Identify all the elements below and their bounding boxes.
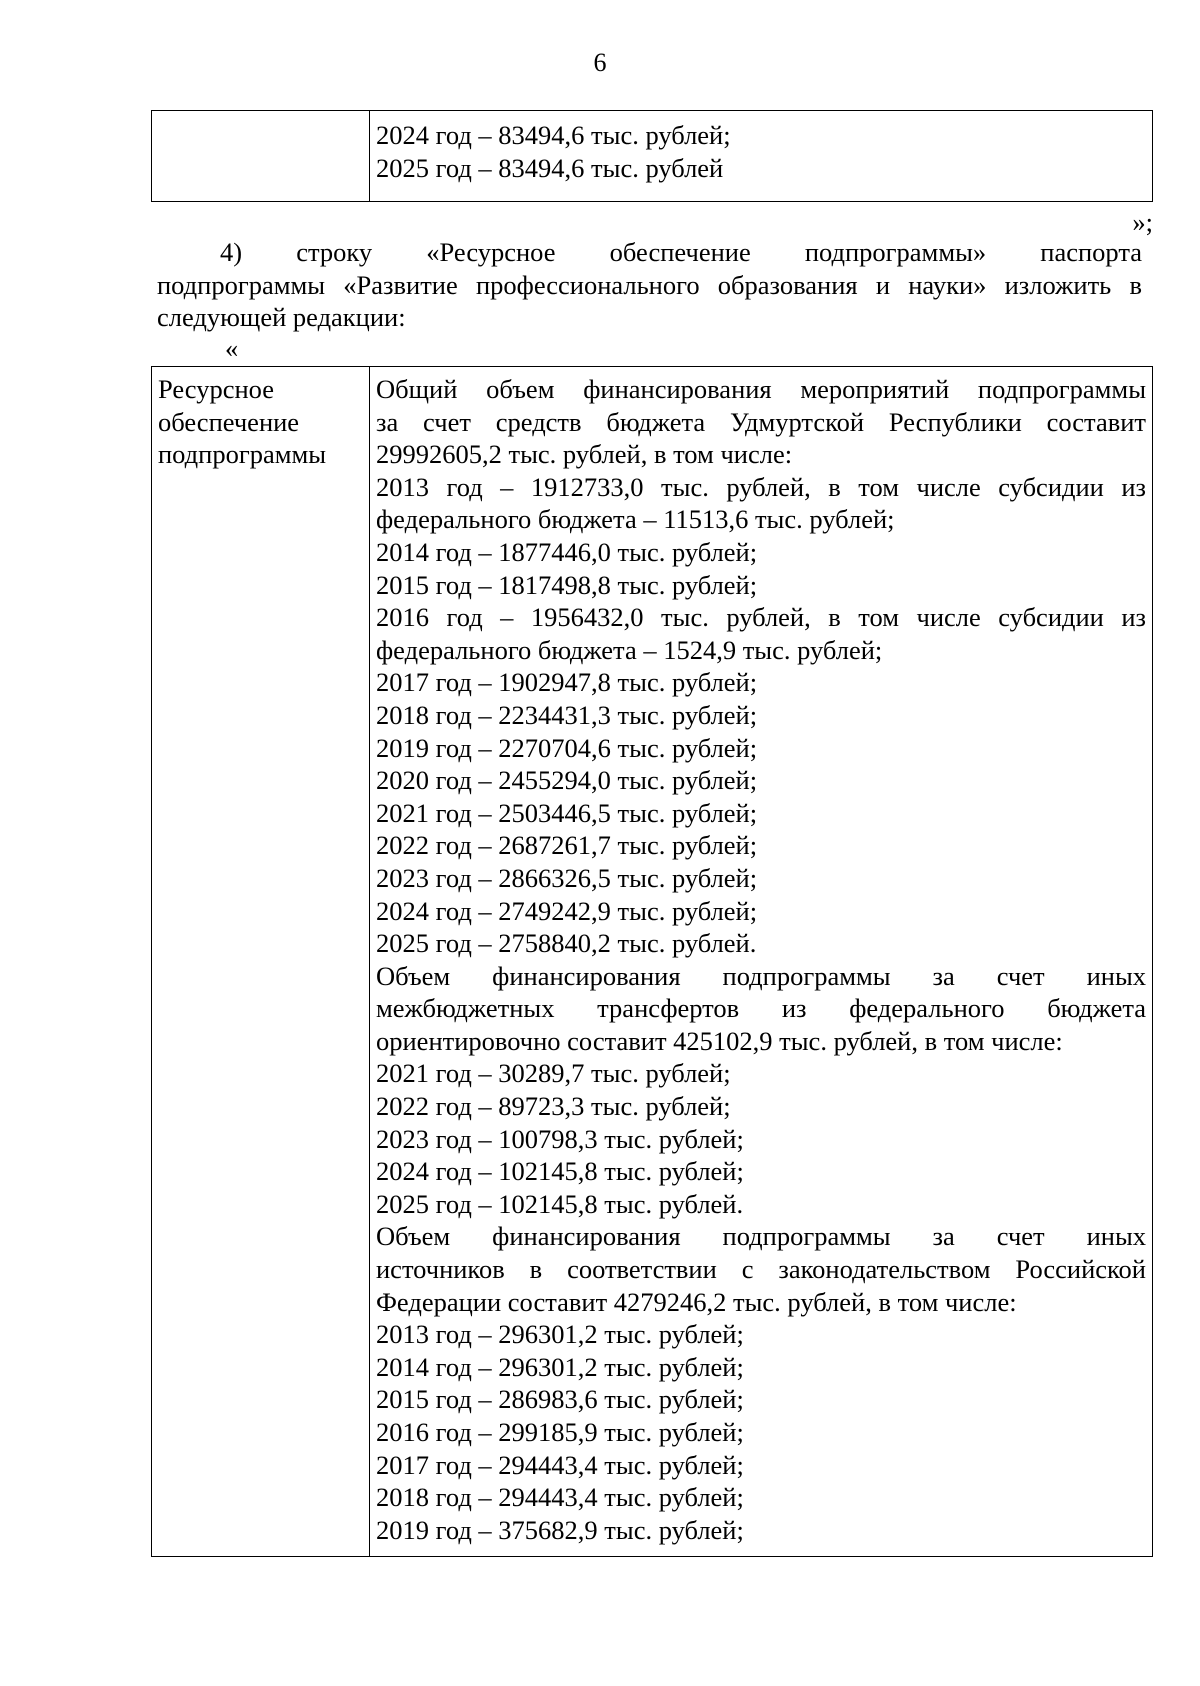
funding-line: 2023 год – 2866326,5 тыс. рублей; bbox=[376, 862, 758, 893]
funding-line: за счет средств бюджета Удмуртской Республики составит bbox=[376, 406, 1146, 437]
label-line: обеспечение bbox=[158, 406, 300, 437]
funding-line: Объем финансирования подпрограммы за счет иных bbox=[376, 1221, 1146, 1252]
label-line: Ресурсное bbox=[158, 374, 275, 404]
resource-provision-label-cell bbox=[152, 367, 370, 1557]
funding-line: 2013 год – 1912733,0 тыс. рублей, в том числе субсидии из bbox=[376, 471, 1146, 502]
funding-line: 2019 год – 375682,9 тыс. рублей; bbox=[376, 1514, 744, 1545]
funding-line: Объем финансирования подпрограммы за счет иных bbox=[376, 960, 1146, 991]
funding-line: 2023 год – 100798,3 тыс. рублей; bbox=[376, 1123, 744, 1154]
label-line: подпрограммы bbox=[158, 439, 327, 470]
funding-table-continuation bbox=[151, 110, 1153, 202]
funding-line: 2017 год – 1902947,8 тыс. рублей; bbox=[376, 667, 758, 698]
funding-line: 2016 год – 299185,9 тыс. рублей; bbox=[376, 1417, 744, 1447]
funding-line: 2016 год – 1956432,0 тыс. рублей, в том числе субсидии из bbox=[376, 602, 1146, 633]
amendment-paragraph bbox=[157, 236, 1142, 334]
funding-line: 2024 год – 102145,8 тыс. рублей; bbox=[376, 1156, 744, 1187]
funding-line: 2015 год – 1817498,8 тыс. рублей; bbox=[376, 569, 758, 600]
funding-line: федерального бюджета – 11513,6 тыс. рублей; bbox=[376, 504, 895, 535]
funding-line: 2018 год – 2234431,3 тыс. рублей; bbox=[376, 699, 758, 730]
funding-line: ориентировочно составит 425102,9 тыс. рублей, в том числе: bbox=[376, 1025, 1063, 1056]
funding-line: 2024 год – 2749242,9 тыс. рублей; bbox=[376, 895, 758, 926]
page-number: 6 bbox=[593, 48, 607, 77]
resource-provision-content-cell bbox=[370, 367, 1153, 1557]
funding-line: 2021 год – 2503446,5 тыс. рублей; bbox=[376, 797, 758, 828]
funding-line: 2015 год – 286983,6 тыс. рублей; bbox=[376, 1384, 744, 1415]
opening-quote: « bbox=[225, 333, 239, 363]
funding-line: 2022 год – 2687261,7 тыс. рублей; bbox=[376, 830, 758, 861]
funding-line: 2013 год – 296301,2 тыс. рублей; bbox=[376, 1319, 744, 1350]
funding-line: федерального бюджета – 1524,9 тыс. рублей; bbox=[376, 634, 883, 665]
paragraph-line: 4) строку «Ресурсное обеспечение подпрограммы» паспорта bbox=[220, 237, 1142, 267]
funding-line: 2022 год – 89723,3 тыс. рублей; bbox=[376, 1091, 731, 1122]
paragraph-line: подпрограммы «Развитие профессионального образования и науки» изложить в bbox=[157, 269, 1142, 300]
table-1-line: 2025 год – 83494,6 тыс. рублей bbox=[376, 152, 724, 183]
funding-line: 2021 год – 30289,7 тыс. рублей; bbox=[376, 1058, 731, 1089]
table-1-content-cell bbox=[370, 111, 1153, 202]
funding-line: 2014 год – 296301,2 тыс. рублей; bbox=[376, 1351, 744, 1382]
paragraph-line: следующей редакции: bbox=[157, 302, 406, 333]
funding-line: 2020 год – 2455294,0 тыс. рублей; bbox=[376, 765, 758, 796]
table-1-line: 2024 год – 83494,6 тыс. рублей; bbox=[376, 120, 731, 150]
funding-line: источников в соответствии с законодательством Российской bbox=[376, 1254, 1146, 1285]
funding-line: 2025 год – 2758840,2 тыс. рублей. bbox=[376, 928, 757, 959]
funding-line: 2018 год – 294443,4 тыс. рублей; bbox=[376, 1482, 744, 1513]
funding-line: Общий объем финансирования мероприятий подпрограммы bbox=[376, 374, 1146, 404]
funding-line: 2025 год – 102145,8 тыс. рублей. bbox=[376, 1188, 744, 1219]
funding-line: межбюджетных трансфертов из федерального бюджета bbox=[376, 993, 1146, 1024]
funding-line: 29992605,2 тыс. рублей, в том числе: bbox=[376, 439, 793, 470]
closing-quote: »; bbox=[1132, 207, 1153, 237]
funding-line: Федерации составит 4279246,2 тыс. рублей, в том числе: bbox=[376, 1286, 1017, 1317]
resource-provision-table bbox=[151, 366, 1153, 1557]
funding-line: 2019 год – 2270704,6 тыс. рублей; bbox=[376, 732, 758, 763]
funding-line: 2017 год – 294443,4 тыс. рублей; bbox=[376, 1449, 744, 1480]
table-1-empty-cell bbox=[152, 111, 370, 202]
funding-line: 2014 год – 1877446,0 тыс. рублей; bbox=[376, 536, 758, 567]
